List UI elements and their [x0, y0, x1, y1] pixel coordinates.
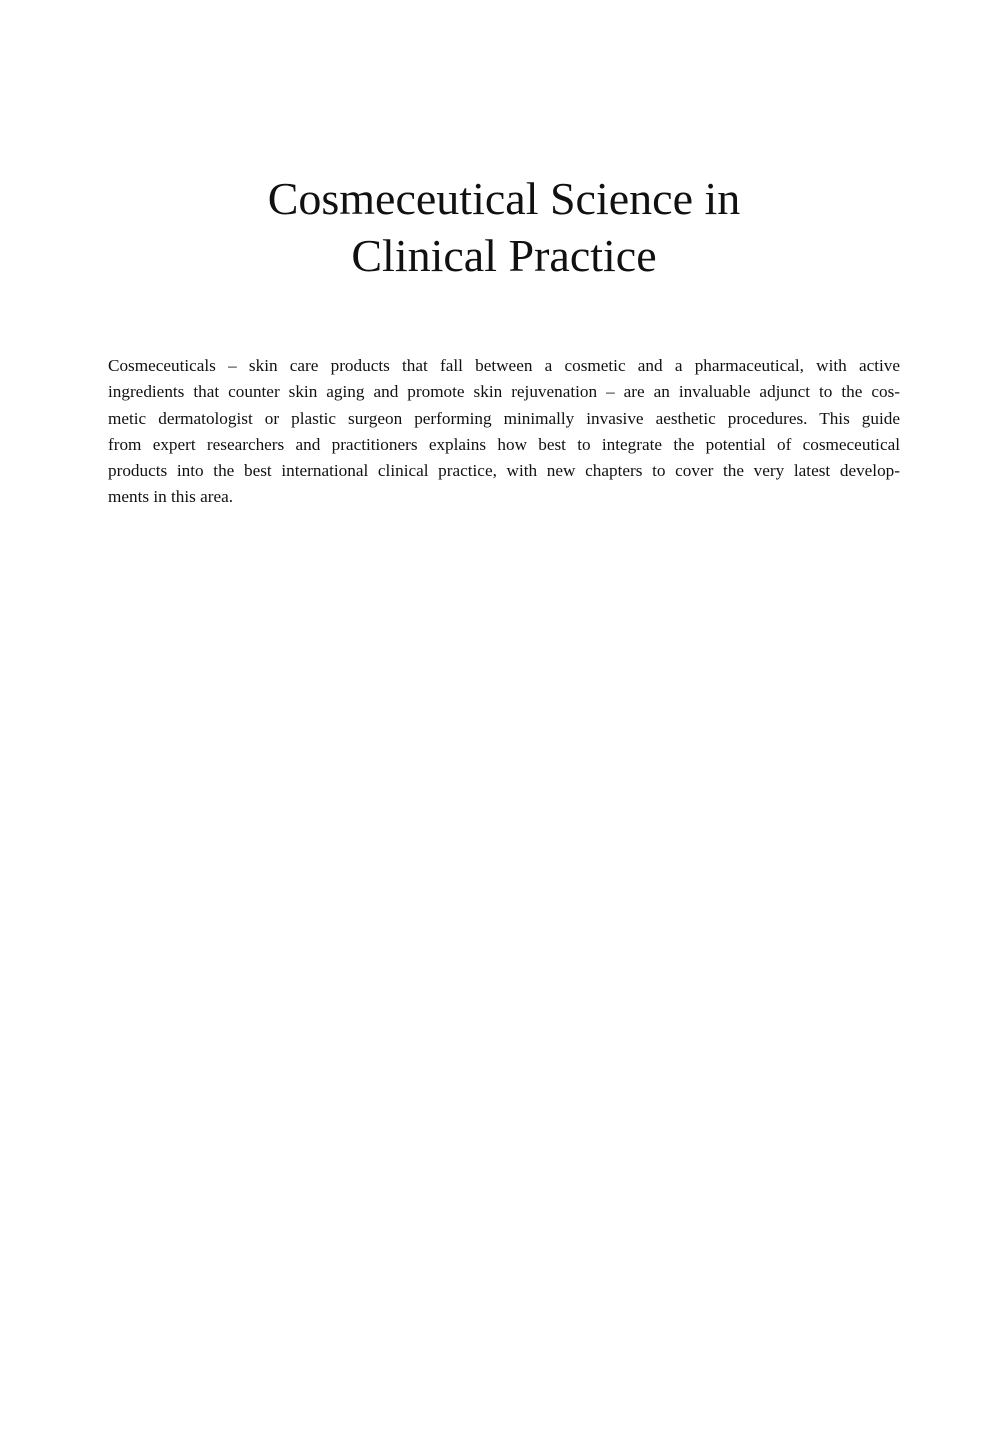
description-line-6: ments in this area.: [108, 487, 234, 507]
description-line-1: Cosmeceuticals – skin care products that fall between a cosmetic and a pharmaceutical, with active: [108, 356, 900, 375]
description-line-5: products into the best international clinical practice, with new chapters to cover the very latest develop-: [108, 461, 900, 481]
book-description: [108, 353, 900, 511]
title-line-2: Clinical Practice: [351, 230, 657, 281]
description-line-4: from expert researchers and practitioners explains how best to integrate the potential of cosmeceutical: [108, 434, 900, 454]
description-line-3: metic dermatologist or plastic surgeon performing minimally invasive aesthetic procedures. This guide: [108, 408, 900, 428]
description-line-2: ingredients that counter skin aging and promote skin rejuvenation – are an invaluable adjunct to the cos-: [108, 382, 900, 402]
title-line-1: Cosmeceutical Science in: [267, 173, 741, 224]
book-title: [0, 170, 1008, 284]
